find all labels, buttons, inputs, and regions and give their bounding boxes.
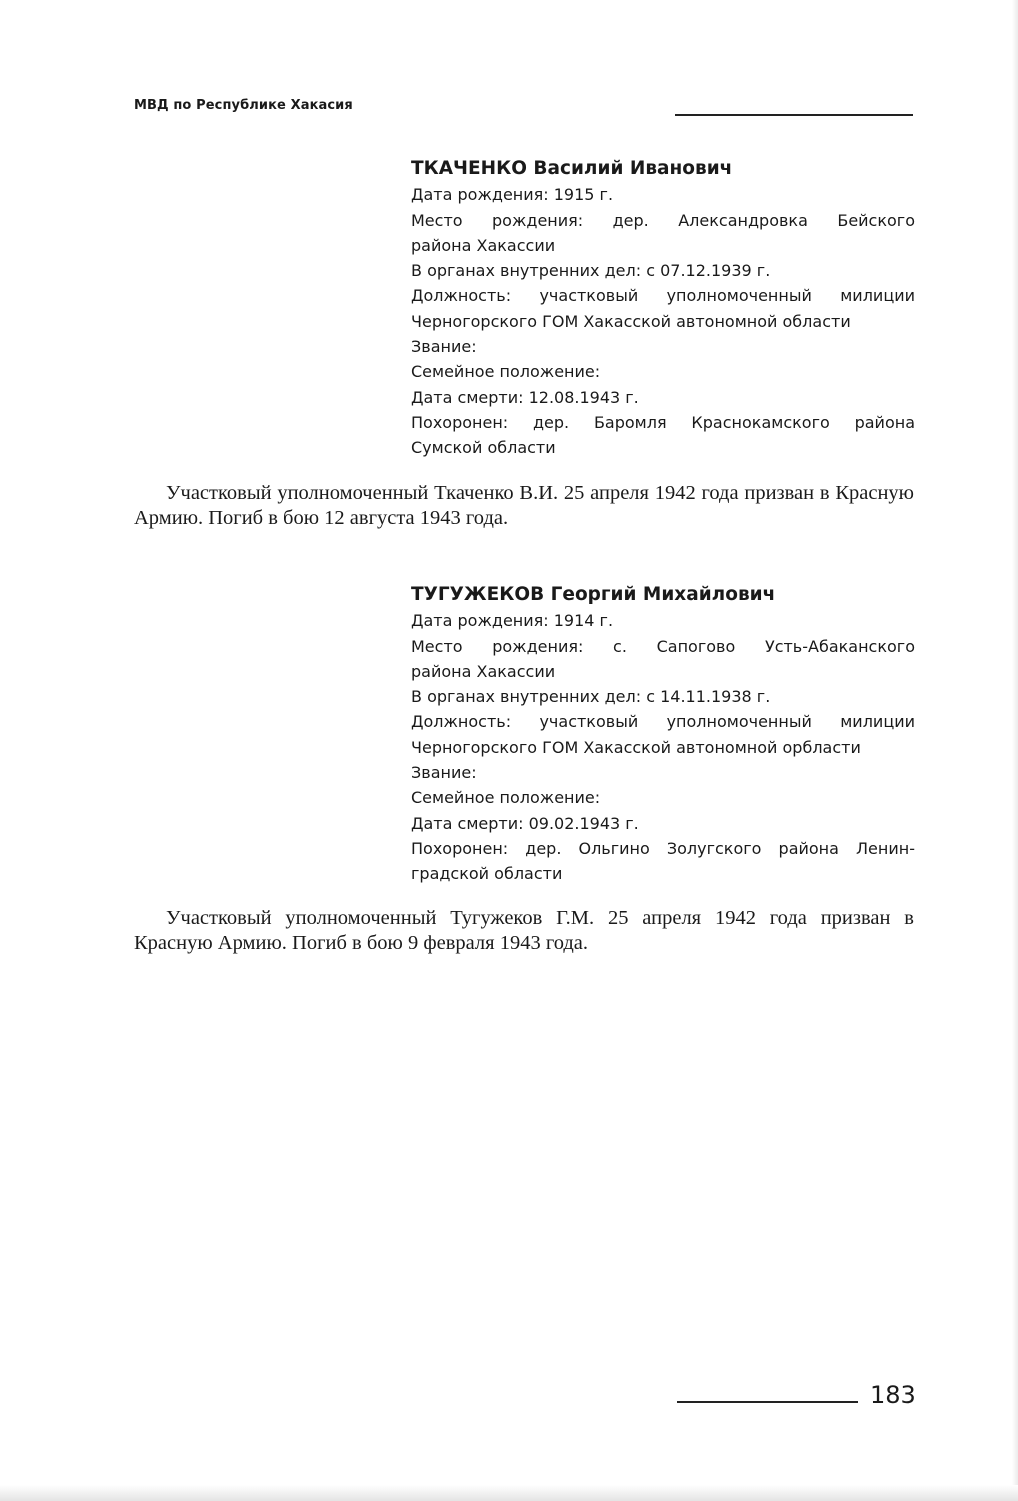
birth-date: Дата рождения: 1914 г.: [411, 611, 614, 631]
burial-place: Похоронен: дер. Баромля Краснокамского района: [411, 412, 915, 432]
rank: Звание:: [411, 763, 477, 783]
running-header: МВД по Республике Хакасия: [134, 98, 353, 113]
page-edge-shadow: [1012, 0, 1018, 1501]
marital-status: Семейное положение:: [411, 362, 601, 382]
rank: Звание:: [411, 337, 477, 357]
birth-place: Место рождения: с. Сапогово Усть-Абаканского: [411, 636, 915, 656]
marital-status: Семейное положение:: [411, 788, 601, 808]
birth-place: Место рождения: дер. Александровка Бейского: [411, 210, 915, 230]
entry-name: ТКАЧЕНКО Василий Иванович: [411, 158, 733, 179]
position: Должность: участковый уполномоченный милиции: [411, 712, 915, 732]
death-date: Дата смерти: 09.02.1943 г.: [411, 813, 639, 833]
page-number: 183: [870, 1381, 916, 1409]
birth-date: Дата рождения: 1915 г.: [411, 185, 614, 205]
service-start: В органах внутренних дел: с 07.12.1939 г.: [411, 261, 771, 281]
service-start: В органах внутренних дел: с 14.11.1938 г.: [411, 687, 771, 707]
header-rule: [675, 114, 913, 116]
burial-place-cont: Сумской области: [411, 438, 556, 458]
biography-entry: [411, 582, 915, 887]
entry-name: ТУГУЖЕКОВ Георгий Михайлович: [411, 584, 776, 605]
birth-place-cont: района Хакассии: [411, 661, 556, 681]
footer-rule: [677, 1401, 858, 1403]
position: Должность: участковый уполномоченный милиции: [411, 286, 915, 306]
page-bottom-shadow: [0, 1485, 1018, 1501]
birth-place-cont: района Хакассии: [411, 235, 556, 255]
position-cont: Черногорского ГОМ Хакасской автономной орбласти: [411, 737, 861, 757]
biography-entry: [411, 156, 915, 461]
burial-place-cont: градской области: [411, 864, 563, 884]
position-cont: Черногорского ГОМ Хакасской автономной области: [411, 311, 851, 331]
burial-place: Похоронен: дер. Ольгино Золугского района Ленин-: [411, 838, 915, 858]
entry-narrative: Участковый уполномоченный Ткаченко В.И. 25 апреля 1942 года призван в Красную Армию. Погиб в бою 12 августа 1943 года.: [134, 482, 914, 529]
death-date: Дата смерти: 12.08.1943 г.: [411, 387, 639, 407]
entry-narrative: Участковый уполномоченный Тугужеков Г.М. 25 апреля 1942 года призван в Красную Армию. Погиб в бою 9 февраля 1943 года.: [134, 907, 914, 954]
